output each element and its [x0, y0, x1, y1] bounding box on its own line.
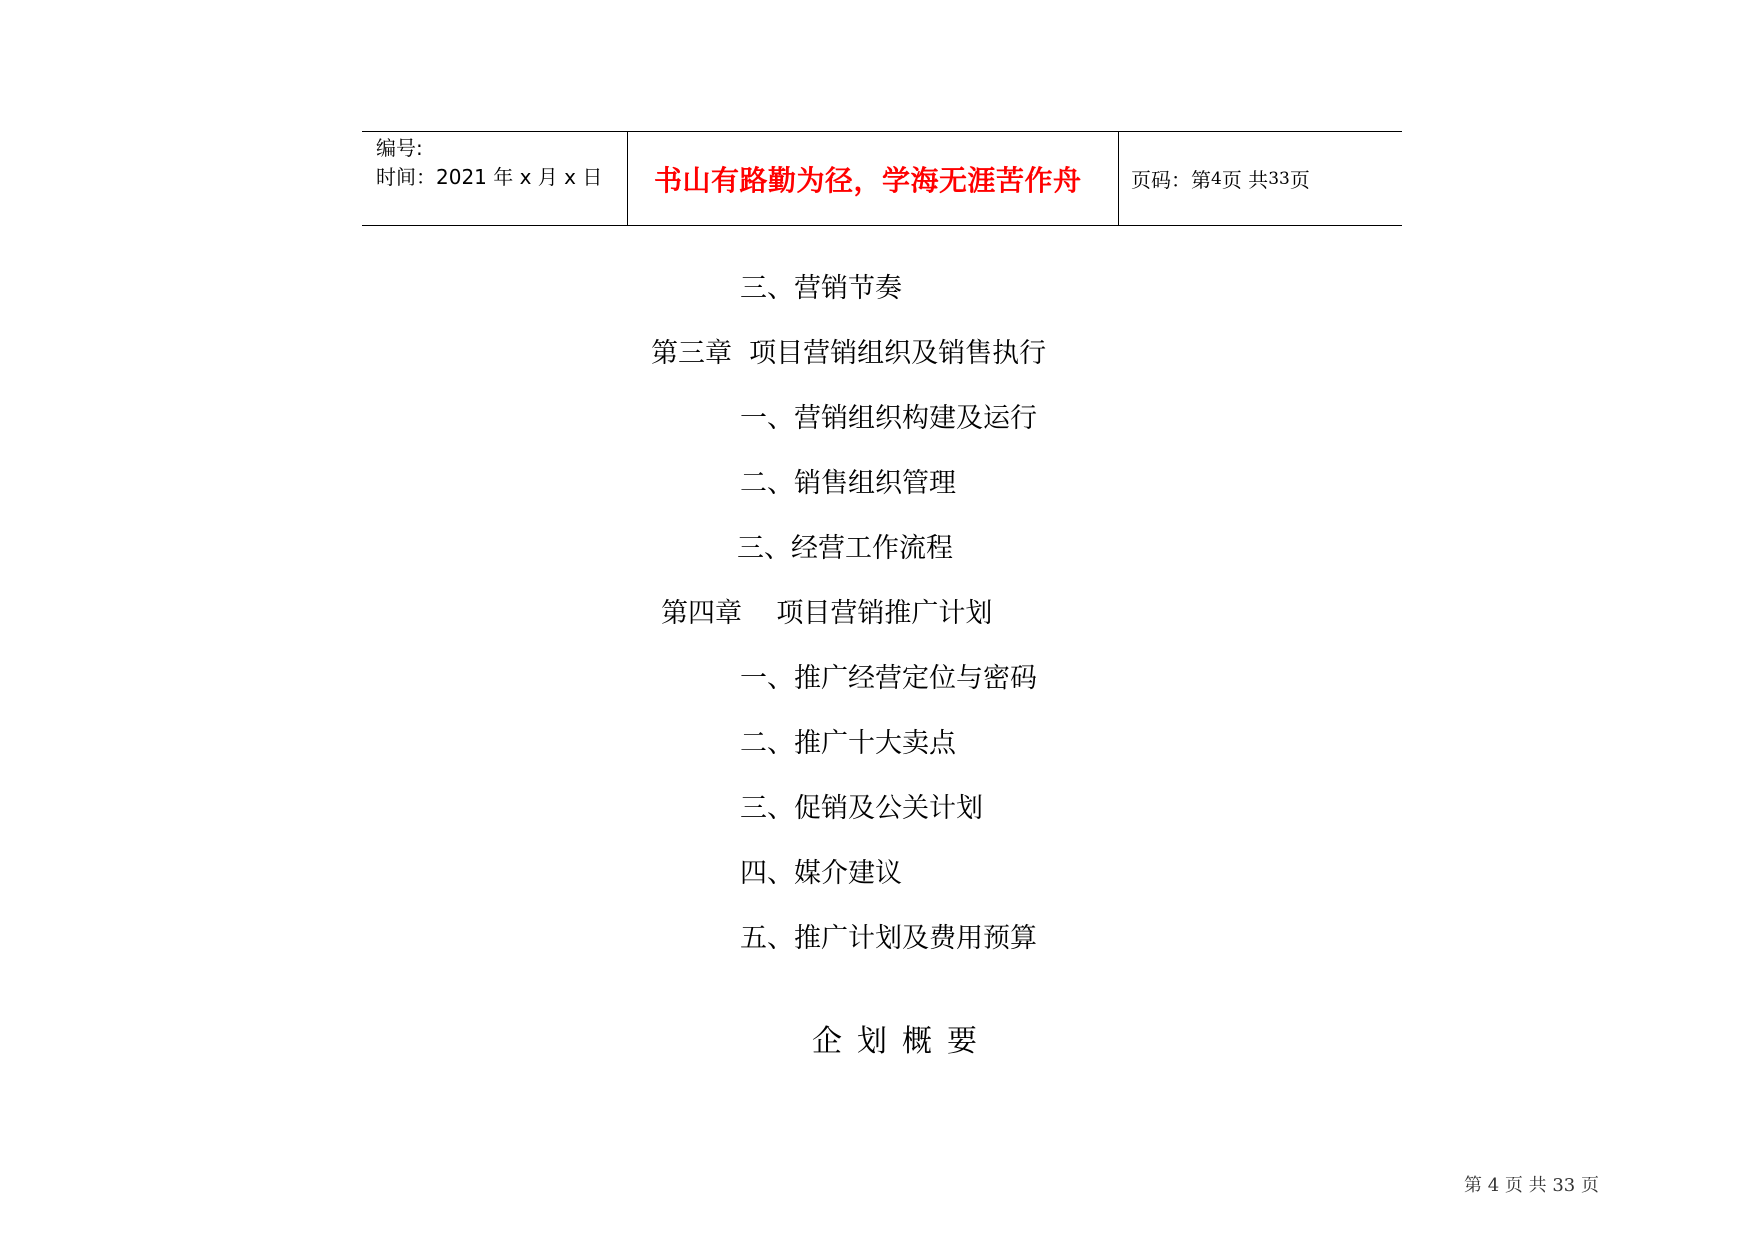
page-middle: 页 共: [1221, 168, 1269, 192]
page-suffix: 页: [1289, 168, 1310, 192]
code-label: 编号:: [376, 136, 423, 160]
toc-item: 四、媒介建议: [740, 858, 902, 889]
toc-item: 三、促销及公关计划: [740, 793, 983, 824]
page-footer: 第 4 页 共 33 页: [1464, 1175, 1599, 1196]
toc-item: 一、推广经营定位与密码: [740, 663, 1037, 694]
toc-item: 一、营销组织构建及运行: [740, 403, 1037, 434]
toc-chapter: 第四章 项目营销推广计划: [661, 598, 993, 629]
page-current: 4: [1211, 168, 1222, 189]
page-prefix: 页码：第: [1131, 168, 1211, 192]
toc-item: 三、营销节奏: [740, 273, 902, 304]
page-total: 33: [1268, 168, 1290, 189]
toc-chapter: 第三章 项目营销组织及销售执行: [651, 338, 1047, 369]
toc-item: 三、经营工作流程: [737, 533, 953, 564]
toc-item: 二、销售组织管理: [740, 468, 956, 499]
motto-text: 书山有路勤为径，学海无涯苦作舟: [654, 163, 1082, 197]
toc-item: 二、推广十大卖点: [740, 728, 956, 759]
date-label: 时间：2021 年 x 月 x 日: [376, 165, 603, 189]
toc-item: 五、推广计划及费用预算: [740, 923, 1037, 954]
section-title: 企划概要: [812, 1024, 992, 1059]
